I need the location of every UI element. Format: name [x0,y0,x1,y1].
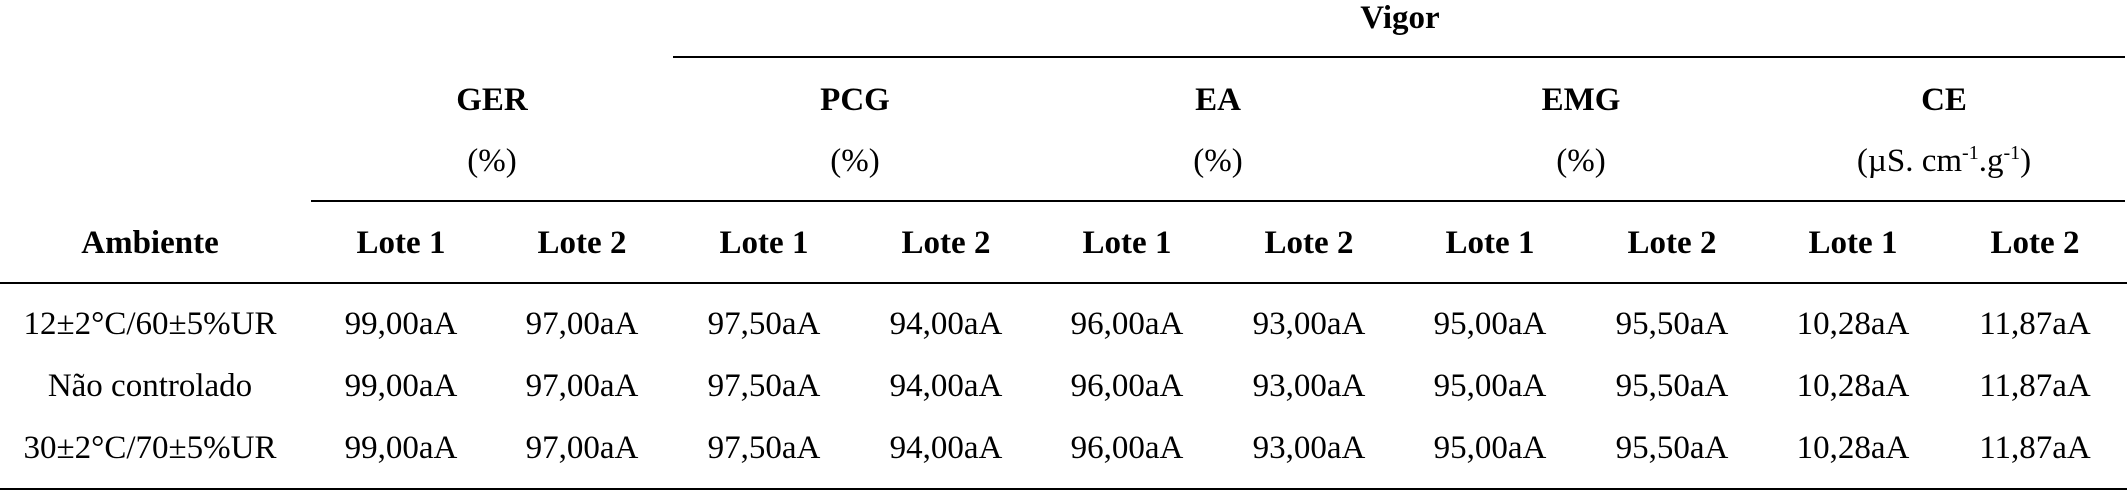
vigor-underline [673,56,2125,58]
table-cell: 97,00aA [525,430,639,466]
table-cell: 94,00aA [889,306,1003,342]
lot-header: Lote 2 [1264,225,1354,261]
lot-header: Lote 2 [1627,225,1717,261]
table-cell: 95,00aA [1433,430,1547,466]
group-header-emg: EMG [1541,82,1621,118]
ambiente-header: Ambiente [81,225,219,261]
lot-header: Lote 1 [1082,225,1172,261]
ambiente-cell: 12±2°C/60±5%UR [23,306,277,342]
ce-unit-sup-2: -1 [2003,142,2021,164]
group-unit-emg: (%) [1556,143,1606,179]
table-cell: 96,00aA [1070,368,1184,404]
table-cell: 94,00aA [889,430,1003,466]
group-unit-pcg: (%) [830,143,880,179]
table-cell: 10,28aA [1796,306,1910,342]
table-cell: 97,00aA [525,368,639,404]
table-cell: 93,00aA [1252,430,1366,466]
table-cell: 93,00aA [1252,306,1366,342]
group-header-ger: GER [456,82,528,118]
group-header-underline [311,200,2125,202]
table-cell: 95,50aA [1615,368,1729,404]
table-cell: 94,00aA [889,368,1003,404]
lot-header: Lote 1 [1808,225,1898,261]
group-unit-ea: (%) [1193,143,1243,179]
table-cell: 97,00aA [525,306,639,342]
group-header-pcg: PCG [820,82,890,118]
header-bottom-rule [0,282,2127,284]
lot-header: Lote 2 [537,225,627,261]
ce-unit-part-3: ) [2020,143,2032,179]
table-cell: 99,00aA [344,306,458,342]
table-cell: 97,50aA [707,430,821,466]
ambiente-cell: 30±2°C/70±5%UR [23,430,277,466]
group-unit-ce [1857,141,2031,181]
ce-unit-sup-1: -1 [1962,142,1979,164]
lot-header: Lote 1 [1445,225,1535,261]
table-cell: 99,00aA [344,368,458,404]
lot-header: Lote 2 [1990,225,2080,261]
table-bottom-rule [0,488,2127,490]
lot-header: Lote 2 [901,225,991,261]
lot-header: Lote 1 [356,225,446,261]
table-cell: 93,00aA [1252,368,1366,404]
group-header-ce: CE [1921,82,1967,118]
ambiente-cell: Não controlado [47,368,253,404]
table-cell: 96,00aA [1070,430,1184,466]
table-cell: 95,00aA [1433,306,1547,342]
group-header-ea: EA [1195,82,1241,118]
group-unit-ger: (%) [467,143,517,179]
vigor-header: Vigor [1360,0,1440,36]
table-cell: 95,50aA [1615,306,1729,342]
ce-unit-part-2: .g [1978,143,2004,179]
table-cell: 96,00aA [1070,306,1184,342]
ce-unit-part-1: (µS. cm [1856,143,1963,179]
table-cell: 97,50aA [707,368,821,404]
table-cell: 11,87aA [1979,368,2091,404]
lot-header: Lote 1 [719,225,809,261]
table-cell: 11,87aA [1979,306,2091,342]
table-cell: 95,00aA [1433,368,1547,404]
table-cell: 97,50aA [707,306,821,342]
table-cell: 11,87aA [1979,430,2091,466]
table-cell: 99,00aA [344,430,458,466]
table-cell: 10,28aA [1796,368,1910,404]
table-cell: 95,50aA [1615,430,1729,466]
table-cell: 10,28aA [1796,430,1910,466]
